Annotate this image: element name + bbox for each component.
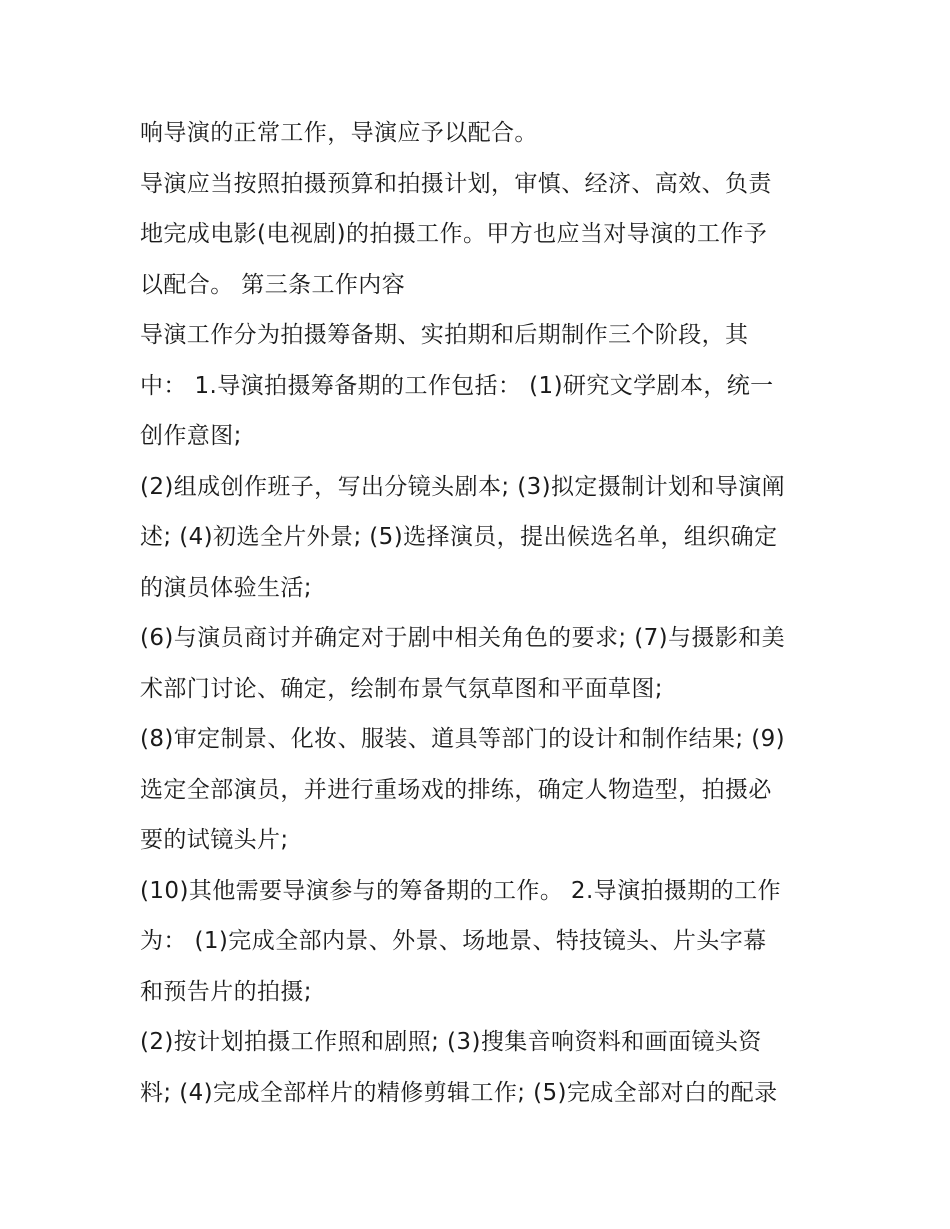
text-line: (10)其他需要导演参与的筹备期的工作。 2.导演拍摄期的工作: [140, 877, 781, 904]
text-line: 述; (4)初选全片外景; (5)选择演员，提出候选名单，组织确定: [140, 524, 778, 550]
text-line: 响导演的正常工作，导演应予以配合。: [140, 120, 538, 146]
text-line: 选定全部演员，并进行重场戏的排练，确定人物造型，拍摄必: [140, 776, 772, 803]
text-line: 地完成电影(电视剧)的拍摄工作。甲方也应当对导演的工作予: [140, 221, 768, 247]
text-line: (8)审定制景、化妆、服装、道具等部门的设计和制作结果; (9): [140, 726, 786, 752]
text-line: 要的试镜头片;: [140, 827, 289, 853]
text-line: 料; (4)完成全部样片的精修剪辑工作; (5)完成全部对白的配录: [140, 1079, 778, 1106]
body-text: [140, 108, 820, 1118]
text-line: (2)组成创作班子，写出分镜头剧本; (3)拟定摄制计划和导演阐: [140, 473, 786, 500]
text-line: 导演工作分为拍摄筹备期、实拍期和后期制作三个阶段，其: [140, 322, 749, 348]
text-line: 为： (1)完成全部内景、外景、场地景、特技镜头、片头字幕: [140, 928, 767, 954]
text-line: (2)按计划拍摄工作照和剧照; (3)搜集音响资料和画面镜头资: [140, 1029, 762, 1055]
text-line: 中： 1.导演拍摄筹备期的工作包括： (1)研究文学剧本，统一: [140, 372, 774, 399]
text-line: 创作意图;: [140, 423, 242, 449]
text-line: 术部门讨论、确定，绘制布景气氛草图和平面草图;: [140, 675, 663, 702]
text-line: (6)与演员商讨并确定对于剧中相关角色的要求; (7)与摄影和美: [140, 625, 786, 651]
text-line: 的演员体验生活;: [140, 574, 312, 601]
text-line: 以配合。 第三条工作内容: [140, 271, 406, 298]
text-line: 导演应当按照拍摄预算和拍摄计划，审慎、经济、高效、负责: [140, 170, 772, 197]
text-line: 和预告片的拍摄;: [140, 978, 312, 1005]
